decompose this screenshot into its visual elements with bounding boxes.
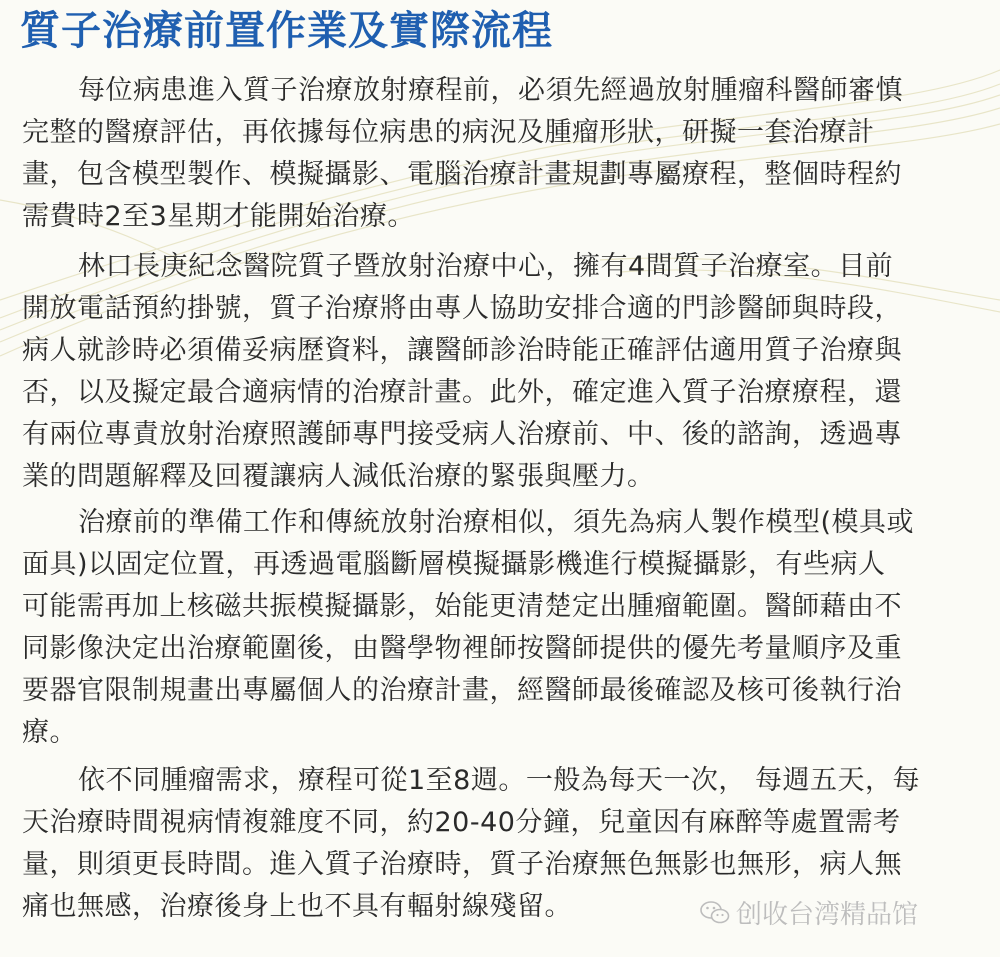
paragraph-line: 可能需再加上核磁共振模擬攝影，始能更清楚定出腫瘤範圍。醫師藉由不 [22, 591, 902, 622]
paragraph-line: 開放電話預約掛號，質子治療將由專人協助安排合適的門診醫師與時段， [22, 293, 902, 324]
paragraph-line: 依不同腫瘤需求，療程可從1至8週。一般為每天一次， 每週五天，每 [78, 765, 920, 796]
paragraph-line: 每位病患進入質子治療放射療程前，必須先經過放射腫瘤科醫師審慎 [78, 75, 903, 106]
paragraph-line: 要器官限制規畫出專屬個人的治療計畫，經醫師最後確認及核可後執行治 [22, 675, 902, 706]
paragraph-line: 否，以及擬定最合適病情的治療計畫。此外，確定進入質子治療療程，還 [22, 377, 902, 408]
paragraph-line: 療。 [22, 717, 77, 748]
paragraph-line: 痛也無感，治療後身上也不具有輻射線殘留。 [22, 891, 572, 922]
wechat-icon [700, 900, 730, 926]
paragraph-line: 病人就診時必須備妥病歷資料，讓醫師診治時能正確評估適用質子治療與 [22, 335, 902, 366]
paragraph-line: 需費時2至3星期才能開始治療。 [22, 201, 415, 232]
paragraph-2 [22, 246, 982, 498]
watermark-text: 创收台湾精品馆 [736, 900, 919, 930]
paragraph-line: 天治療時間視病情複雜度不同，約20-40分鐘，兒童因有麻醉等處置需考 [22, 807, 901, 838]
page-title: 質子治療前置作業及實際流程 [20, 8, 553, 54]
paragraph-line: 林口長庚紀念醫院質子暨放射治療中心，擁有4間質子治療室。目前 [78, 251, 894, 282]
paragraph-line: 治療前的準備工作和傳統放射治療相似，須先為病人製作模型(模具或 [78, 507, 915, 538]
paragraph-line: 業的問題解釋及回覆讓病人減低治療的緊張與壓力。 [22, 461, 655, 492]
paragraph-line: 同影像決定出治療範圍後，由醫學物裡師按醫師提供的優先考量順序及重 [22, 633, 902, 664]
paragraph-line: 有兩位專責放射治療照護師專門接受病人治療前、中、後的諮詢，透過專 [22, 419, 902, 450]
paragraph-line: 量，則須更長時間。進入質子治療時，質子治療無色無影也無形，病人無 [22, 849, 902, 880]
paragraph-line: 畫，包含模型製作、模擬攝影、電腦治療計畫規劃專屬療程，整個時程約 [22, 159, 902, 190]
paragraph-3 [22, 502, 982, 754]
paragraph-line: 面具)以固定位置，再透過電腦斷層模擬攝影機進行模擬攝影，有些病人 [22, 549, 886, 580]
paragraph-1 [22, 70, 982, 238]
watermark [700, 894, 918, 931]
paragraph-line: 完整的醫療評估，再依據每位病患的病況及腫瘤形狀，研擬一套治療計 [22, 117, 875, 148]
